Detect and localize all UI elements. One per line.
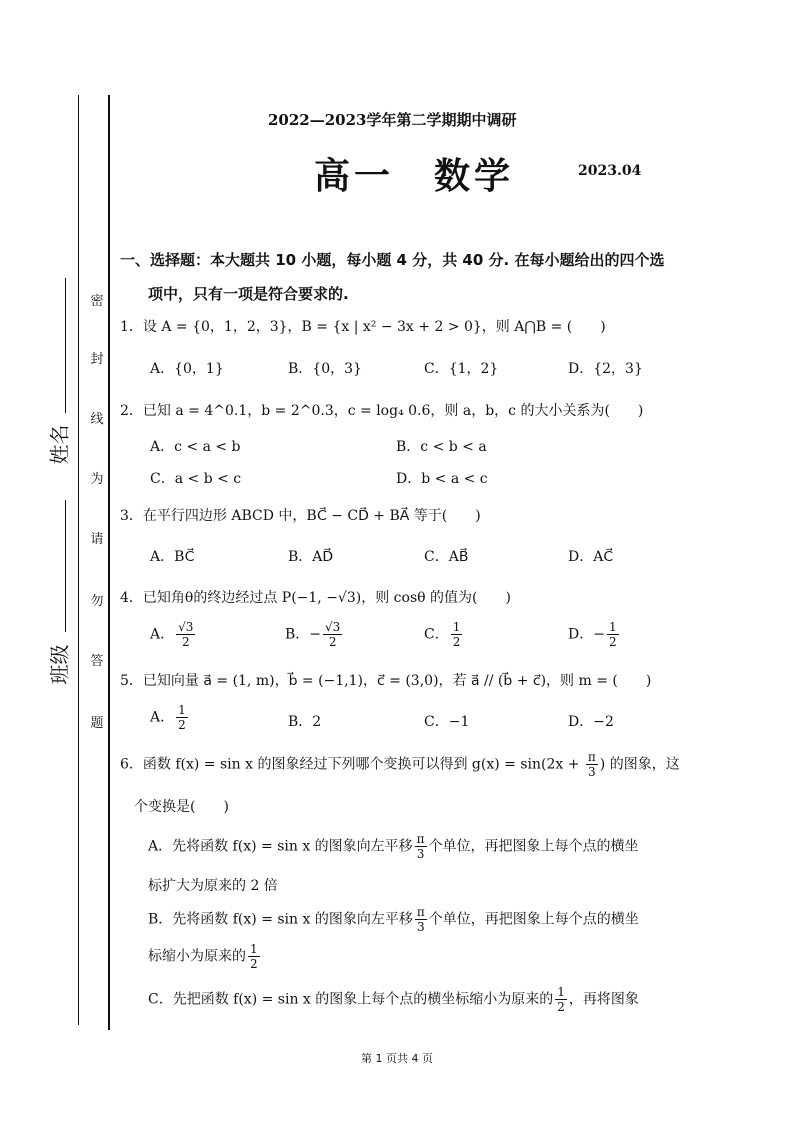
section-heading-cont: 项中，只有一项是符合要求的. [148,285,349,303]
option-text: A．先将函数 f(x) = sin x 的图象向左平移 [148,838,413,855]
class-underline[interactable] [65,500,66,632]
fraction-denominator: 2 [608,635,617,649]
q6-option-b-line2 [148,942,262,971]
option-letter: D． [568,714,594,730]
option-letter: D． [568,626,594,643]
q1-option-c[interactable]: C．{1，2} [424,361,499,377]
q2-option-d[interactable]: D．b < a < c [396,471,488,487]
q1-option-a[interactable]: A．{0，1} [150,361,224,377]
page-footer: 第 1 页共 4 页 [361,1052,433,1065]
fraction-numerator: 1 [557,985,565,999]
q3-option-c[interactable]: C．AB⃗ [424,549,469,565]
q5-option-d[interactable] [568,711,614,731]
fraction [607,620,619,649]
fraction [451,620,463,649]
fraction-denominator: 2 [328,635,337,649]
seal-char: 答 [90,654,104,669]
fraction [586,750,598,779]
fraction [323,620,342,649]
fraction-numerator: 1 [250,942,258,956]
fraction-numerator: π [416,832,425,846]
name-underline[interactable] [65,278,66,413]
option-letter: A． [150,626,175,643]
fraction-numerator: √3 [325,620,341,634]
question-6-stem-line2: 个变换是( ) [134,799,229,815]
option-text: C．先把函数 f(x) = sin x 的图象上每个点的横坐标缩小为原来的 [148,991,554,1008]
fraction-denominator: 2 [452,635,461,649]
q2-option-a[interactable]: A．c < a < b [150,439,241,455]
fraction-denominator: 2 [557,1000,565,1014]
fraction-numerator: 1 [608,620,617,634]
fraction [415,905,427,934]
question-6-stem-b: ) 的图象，这 [599,756,680,773]
q6-option-a[interactable] [148,832,639,861]
q1-option-d[interactable]: D．{2，3} [568,361,643,377]
fraction [555,985,567,1014]
option-text: 标缩小为原来的 [148,948,246,965]
option-letter: C． [424,714,449,730]
seal-char: 线 [90,412,104,427]
q6-option-c[interactable] [148,985,639,1014]
exam-date: 2023.04 [578,163,642,179]
q5-option-b[interactable] [288,711,321,731]
q2-option-b[interactable]: B．c < b < a [396,439,487,455]
seal-char: 密 [90,294,104,309]
question-2: 2．已知 a = 4^0.1，b = 2^0.3，c = log₄ 0.6，则 a，b，c 的大小关系为( ) [120,403,644,419]
seal-char: 勿 [90,594,104,609]
question-6 [120,750,680,779]
q4-option-a[interactable] [150,620,197,649]
minus-sign: − [593,626,605,643]
q4-option-c[interactable] [424,620,464,649]
option-text: −2 [593,714,614,730]
fraction [248,942,260,971]
binding-line-outer [78,95,79,1025]
seal-char: 为 [90,472,104,487]
fraction [176,620,195,649]
question-5: 5．已知向量 a⃗ = (1, m)，b⃗ = (−1,1)，c⃗ = (3,0)，若 a⃗ // (b⃗ + c⃗)，则 m = ( ) [120,673,652,689]
option-text: 2 [312,714,322,730]
option-letter: C． [424,626,449,643]
option-letter: B． [288,714,313,730]
fraction-numerator: π [587,750,596,764]
fraction-numerator: 1 [452,620,461,634]
q3-option-d[interactable]: D．AC⃗ [568,549,614,565]
option-text: 个单位，再把图象上每个点的横坐 [428,838,639,855]
q1-option-b[interactable]: B．{0，3} [288,361,362,377]
question-6-stem-a: 6．函数 f(x) = sin x 的图象经过下列哪个变换可以得到 g(x) = sin(2x + [120,756,584,773]
q5-option-a[interactable] [150,703,190,732]
binding-line-inner [108,95,110,1030]
q2-option-c[interactable]: C．a < b < c [150,471,242,487]
seal-char: 请 [90,532,104,547]
question-4: 4．已知角θ的终边经过点 P(−1, −√3)，则 cosθ 的值为( ) [120,590,511,606]
q6-option-a-line2: 标扩大为原来的 2 倍 [148,878,278,894]
question-3: 3．在平行四边形 ABCD 中，BC⃗ − CD⃗ + BA⃗ 等于( ) [120,508,481,524]
q4-option-b[interactable] [285,620,344,649]
fraction-denominator: 3 [416,920,425,934]
fraction-denominator: 3 [416,847,425,861]
q3-option-a[interactable]: A．BC⃗ [150,549,195,565]
minus-sign: − [309,626,322,643]
q3-option-b[interactable]: B．AD⃗ [288,549,334,565]
seal-char: 封 [90,352,104,367]
fraction-denominator: 2 [181,635,190,649]
option-text: 个单位，再把图象上每个点的横坐 [428,911,639,928]
fraction [176,703,188,732]
option-letter: A． [150,709,175,726]
fraction-denominator: 2 [250,957,258,971]
fraction-denominator: 3 [588,765,596,779]
fraction-denominator: 2 [178,718,186,732]
section-heading: 一、选择题：本大题共 10 小题，每小题 4 分，共 40 分. 在每小题给出的四个选 [120,251,665,269]
name-label: 姓名 [47,424,72,465]
fraction-numerator: √3 [178,620,194,634]
fraction-numerator: 1 [178,703,186,717]
q5-option-c[interactable] [424,711,469,731]
fraction [415,832,427,861]
q6-option-b[interactable] [148,905,639,934]
q4-option-d[interactable] [568,620,621,649]
exam-subtitle: 2022—2023学年第二学期期中调研 [268,111,517,129]
option-text: B．先将函数 f(x) = sin x 的图象向左平移 [148,911,413,928]
option-text: ，再将图象 [568,991,639,1008]
page-title: 高一 数学 [314,156,515,197]
fraction-numerator: π [416,905,425,919]
seal-char: 题 [90,716,104,731]
option-text: −1 [448,714,470,730]
question-1: 1．设 A = {0，1，2，3}，B = {x | x² − 3x + 2 > 0}，则 A⋂B = ( ) [120,319,606,335]
option-letter: B． [285,626,310,643]
class-label: 班级 [47,644,72,685]
